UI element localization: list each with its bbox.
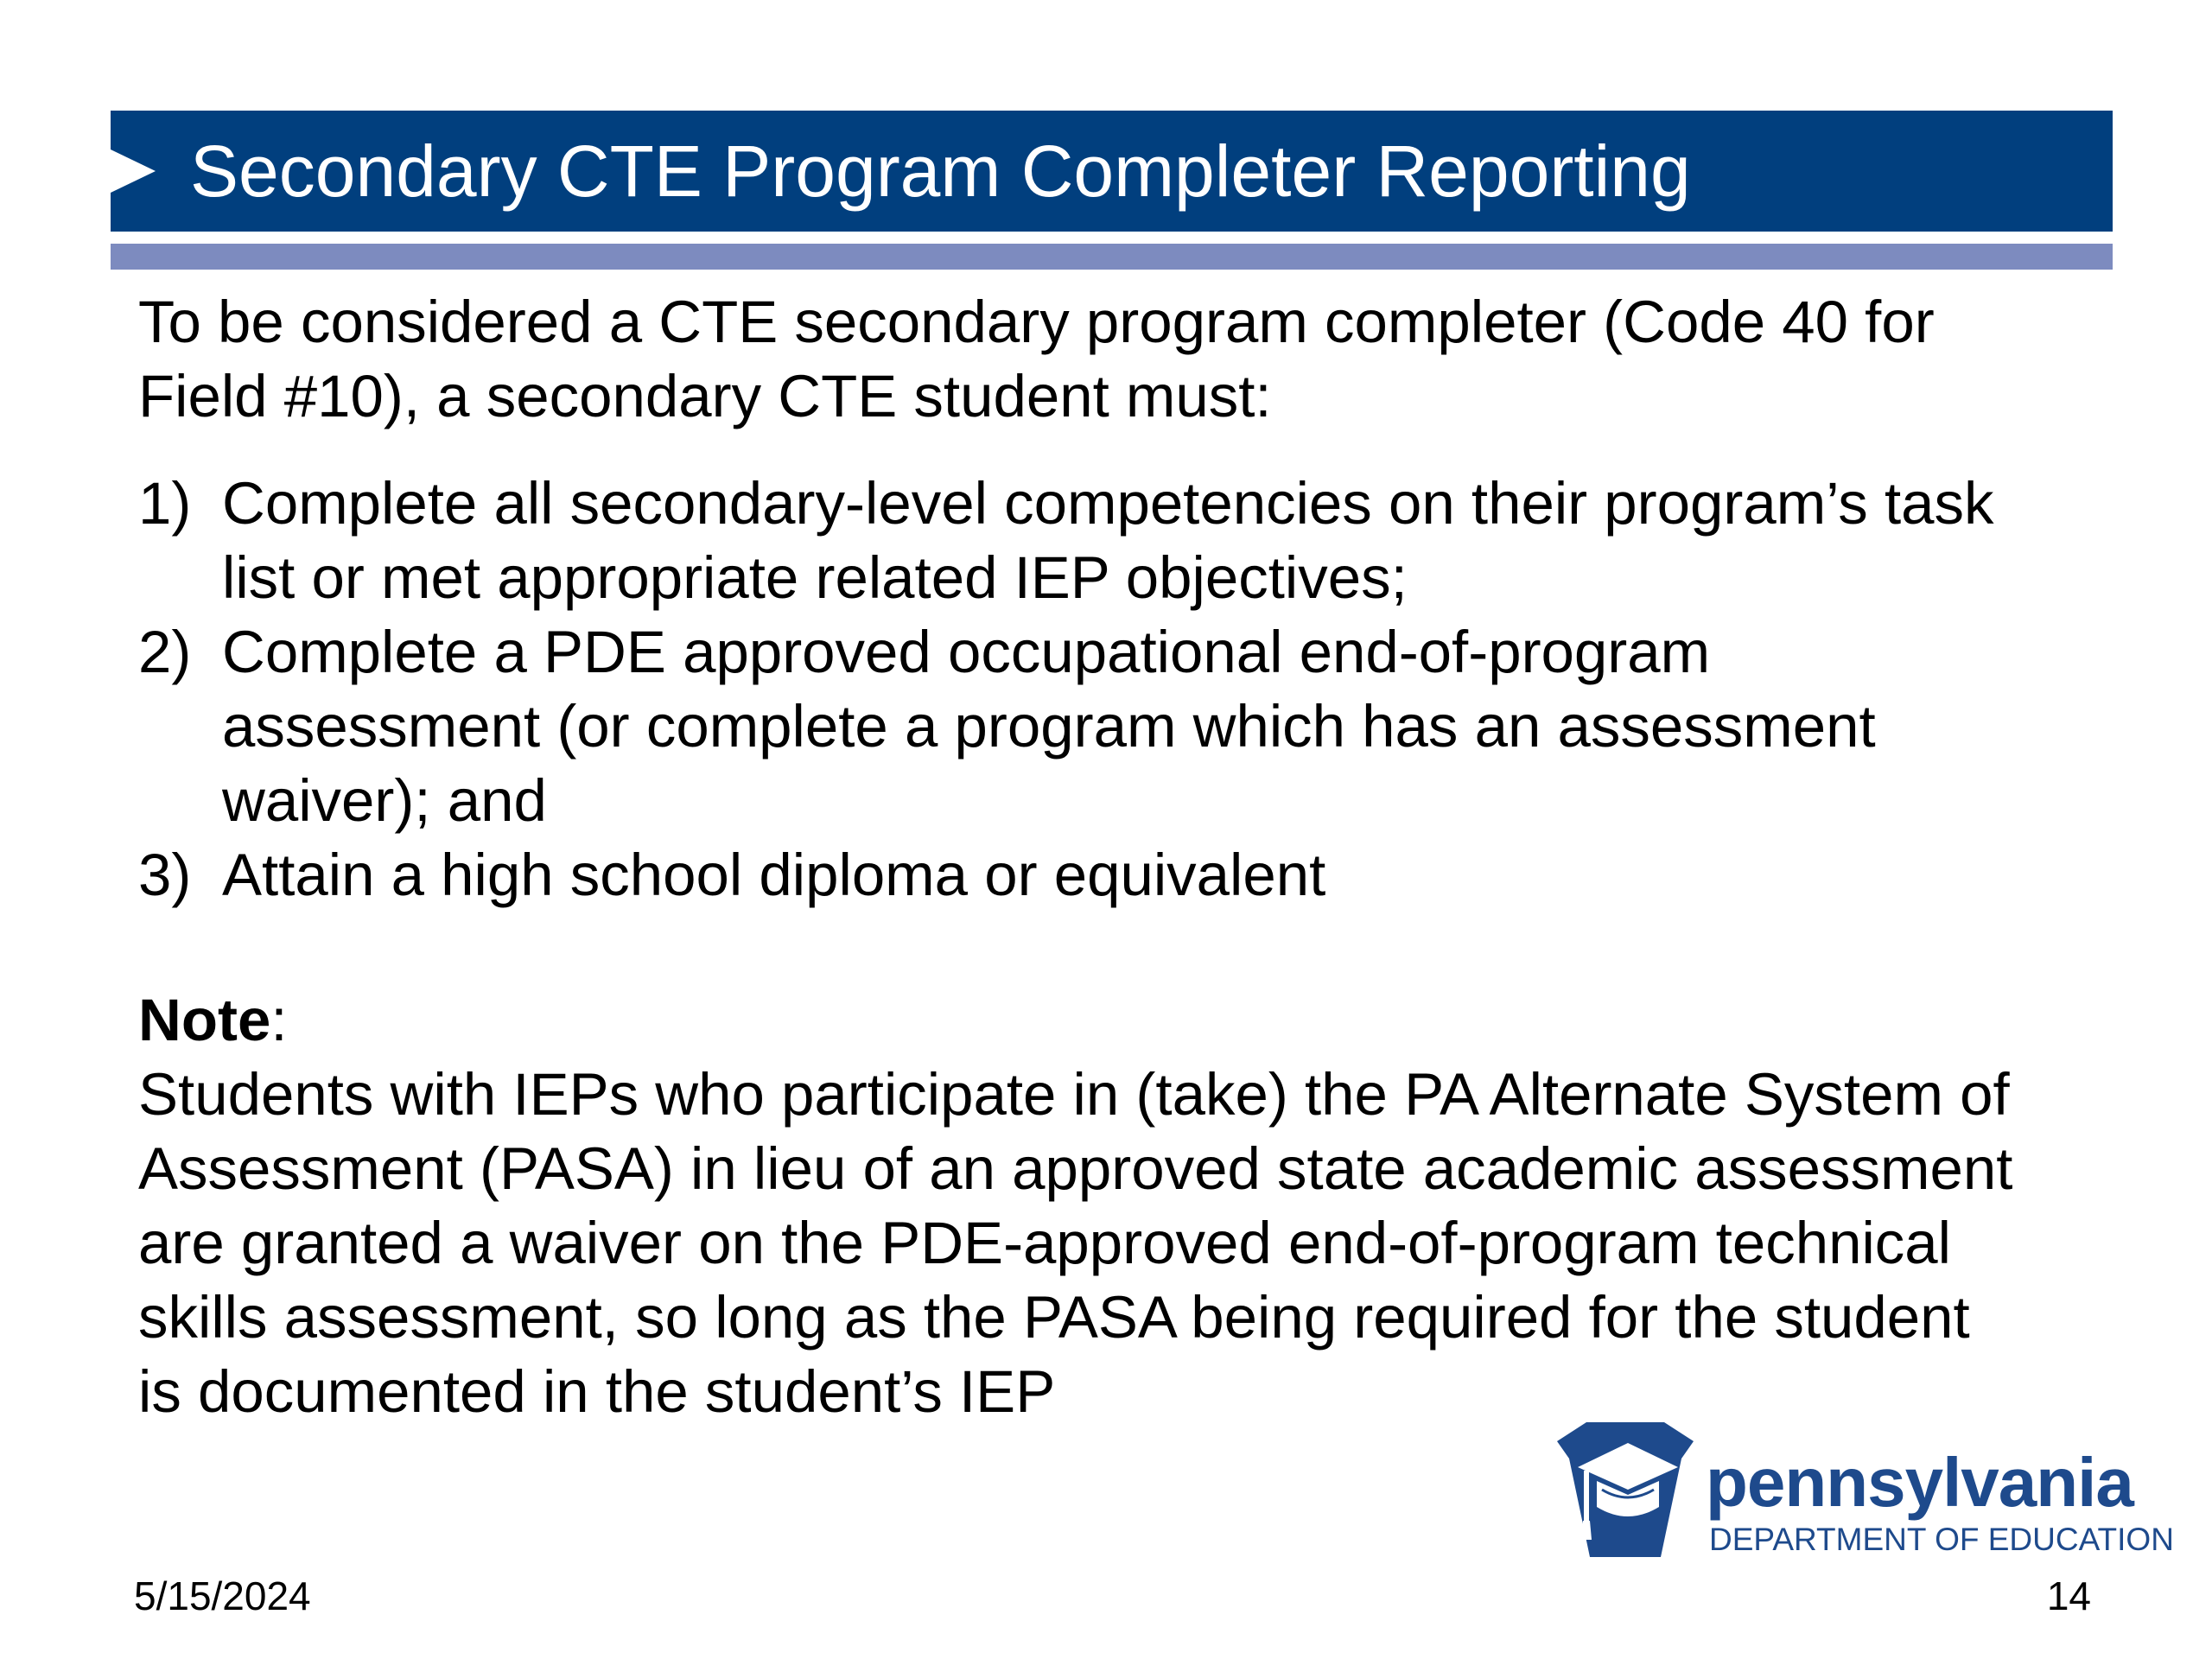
requirement-line: Attain a high school diploma or equivalent [222,842,1326,908]
logo-wordmark: pennsylvania [1706,1444,2133,1521]
note-line: are granted a waiver on the PDE-approved end-of-program technical [138,1210,1951,1276]
requirement-number: 1) [138,470,192,537]
title-arrow-icon [111,149,156,193]
note-line: Students with IEPs who participate in (take) the PA Alternate System of [138,1061,2010,1128]
intro-line: To be considered a CTE secondary program completer (Code 40 for [138,289,1935,355]
title-bar [111,111,2113,232]
title-underline [111,244,2113,270]
note-colon: : [270,987,288,1053]
requirement-number: 2) [138,619,192,685]
note-line: is documented in the student’s IEP [138,1358,1056,1425]
note-label: Note [138,987,271,1053]
intro-line: Field #10), a secondary CTE student must: [138,363,1272,429]
requirement-item [138,615,1994,838]
requirement-line: Complete a PDE approved occupational end-of-program [222,619,1711,685]
requirement-item [138,467,1994,615]
intro-paragraph [138,285,2108,434]
slide-title: Secondary CTE Program Completer Reporting [190,130,1691,212]
requirements-list [138,467,1994,912]
requirement-line: list or met appropriate related IEP objectives; [222,544,1408,611]
footer-date: 5/15/2024 [134,1573,311,1618]
note-paragraph [138,1058,2108,1429]
note-line: Assessment (PASA) in lieu of an approved state academic assessment [138,1135,2013,1202]
logo-department: DEPARTMENT OF EDUCATION [1709,1522,2174,1557]
requirement-line: waiver); and [222,767,547,834]
requirement-number: 3) [138,842,192,908]
slide-number: 14 [2046,1573,2091,1618]
keystone-graduation-cap-icon [1552,1417,1699,1564]
pde-logo [1552,1417,2174,1564]
requirement-item [138,838,1994,912]
note-heading [138,983,288,1058]
note-line: skills assessment, so long as the PASA being required for the student [138,1284,1970,1351]
requirement-line: assessment (or complete a program which has an assessment [222,693,1876,760]
requirement-line: Complete all secondary-level competencies on their program’s task [222,470,1994,537]
